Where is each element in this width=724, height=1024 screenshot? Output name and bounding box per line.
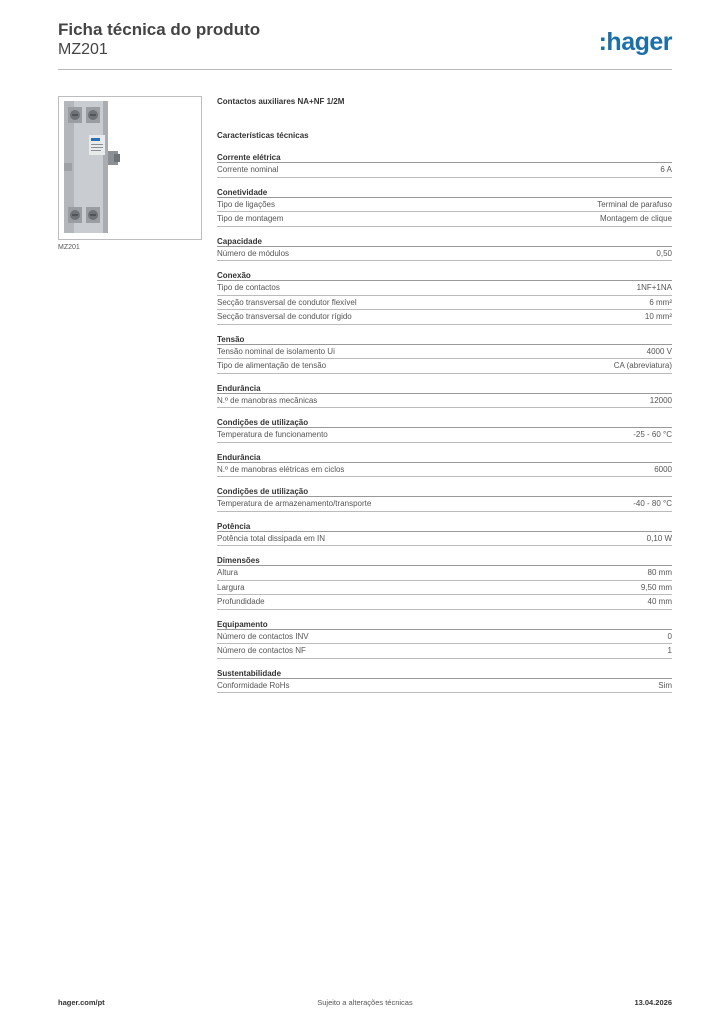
auxiliary-contact-module-image	[59, 97, 201, 239]
spec-label: Corrente nominal	[217, 165, 279, 175]
spec-group	[217, 417, 672, 443]
spec-label: Número de módulos	[217, 248, 290, 258]
spec-row	[217, 644, 672, 659]
spec-label: Tipo de alimentação de tensão	[217, 361, 327, 371]
spec-group	[217, 668, 672, 694]
spec-value: CA (abreviatura)	[613, 361, 672, 371]
spec-row	[217, 630, 672, 645]
spec-group-title: Conetividade	[217, 187, 672, 198]
header-divider	[58, 69, 672, 70]
spec-group	[217, 486, 672, 512]
spec-value: 0	[667, 631, 672, 641]
spec-label: Temperatura de armazenamento/transporte	[217, 499, 372, 509]
spec-group-title: Dimensões	[217, 555, 672, 566]
spec-groups	[217, 152, 672, 693]
spec-value: Terminal de parafuso	[597, 199, 672, 209]
footer-notice: Sujeito a alterações técnicas	[317, 998, 413, 1007]
spec-group	[217, 187, 672, 227]
spec-row	[217, 296, 672, 311]
spec-value: -25 - 60 °C	[633, 430, 672, 440]
spec-label: Secção transversal de condutor rígido	[217, 312, 352, 322]
spec-label: Tipo de contactos	[217, 283, 280, 293]
spec-value: 0,50	[656, 248, 672, 258]
spec-row	[217, 532, 672, 547]
spec-row	[217, 310, 672, 325]
spec-group-title: Condições de utilização	[217, 417, 672, 428]
spec-value: 6000	[654, 464, 672, 474]
spec-value: 12000	[649, 395, 672, 405]
spec-row	[217, 359, 672, 374]
section-heading: Características técnicas	[217, 131, 309, 140]
spec-group	[217, 452, 672, 478]
product-image	[58, 96, 202, 240]
spec-value: Montagem de clique	[599, 214, 672, 224]
page-footer	[58, 998, 672, 1010]
spec-label: N.º de manobras elétricas em ciclos	[217, 464, 345, 474]
image-caption: MZ201	[58, 244, 80, 251]
spec-row	[217, 198, 672, 213]
spec-value: 4000 V	[646, 346, 672, 356]
spec-group-title: Capacidade	[217, 236, 672, 247]
spec-row	[217, 247, 672, 262]
spec-row	[217, 595, 672, 610]
spec-label: Largura	[217, 582, 245, 592]
spec-value: 10 mm²	[644, 312, 672, 322]
spec-label: Tensão nominal de isolamento Ui	[217, 346, 335, 356]
spec-group-title: Tensão	[217, 334, 672, 345]
spec-label: Profundidade	[217, 597, 265, 607]
spec-row	[217, 163, 672, 178]
spec-group	[217, 555, 672, 610]
footer-date: 13.04.2026	[634, 998, 672, 1007]
spec-group	[217, 270, 672, 325]
spec-label: N.º de manobras mecânicas	[217, 395, 318, 405]
spec-group	[217, 383, 672, 409]
spec-group	[217, 619, 672, 659]
spec-label: Altura	[217, 568, 238, 578]
hager-logo: :hager	[598, 28, 672, 56]
product-code: MZ201	[58, 41, 108, 58]
footer-website: hager.com/pt	[58, 998, 105, 1007]
spec-row	[217, 497, 672, 512]
spec-label: Número de contactos INV	[217, 631, 309, 641]
spec-label: Temperatura de funcionamento	[217, 430, 328, 440]
spec-group-title: Condições de utilização	[217, 486, 672, 497]
spec-row	[217, 428, 672, 443]
spec-value: 6 mm²	[649, 297, 672, 307]
spec-label: Conformidade RoHs	[217, 680, 290, 690]
spec-value: 40 mm	[647, 597, 672, 607]
spec-row	[217, 463, 672, 478]
spec-label: Secção transversal de condutor flexível	[217, 297, 357, 307]
spec-row	[217, 679, 672, 694]
spec-row	[217, 581, 672, 596]
spec-value: 6 A	[660, 165, 672, 175]
spec-label: Número de contactos NF	[217, 646, 306, 656]
spec-group-title: Endurância	[217, 452, 672, 463]
spec-row	[217, 281, 672, 296]
spec-label: Tipo de montagem	[217, 214, 284, 224]
spec-group-title: Corrente elétrica	[217, 152, 672, 163]
spec-value: 80 mm	[647, 568, 672, 578]
spec-value: 9,50 mm	[640, 582, 672, 592]
spec-group	[217, 521, 672, 547]
spec-group	[217, 152, 672, 178]
spec-row	[217, 566, 672, 581]
spec-group-title: Endurância	[217, 383, 672, 394]
spec-row	[217, 212, 672, 227]
spec-group-title: Conexão	[217, 270, 672, 281]
spec-label: Tipo de ligações	[217, 199, 275, 209]
spec-group-title: Equipamento	[217, 619, 672, 630]
spec-value: Sim	[658, 680, 672, 690]
spec-group	[217, 334, 672, 374]
spec-row	[217, 345, 672, 360]
spec-label: Potência total dissipada em IN	[217, 533, 326, 543]
spec-value: 0,10 W	[646, 533, 672, 543]
spec-row	[217, 394, 672, 409]
spec-value: -40 - 80 °C	[633, 499, 672, 509]
spec-group-title: Potência	[217, 521, 672, 532]
spec-content	[217, 96, 672, 693]
product-name: Contactos auxiliares NA+NF 1/2M	[217, 97, 345, 106]
document-title: Ficha técnica do produto	[58, 20, 261, 39]
spec-value: 1	[667, 646, 672, 656]
page-header	[58, 20, 672, 70]
spec-group	[217, 236, 672, 262]
spec-value: 1NF+1NA	[636, 283, 672, 293]
spec-group-title: Sustentabilidade	[217, 668, 672, 679]
